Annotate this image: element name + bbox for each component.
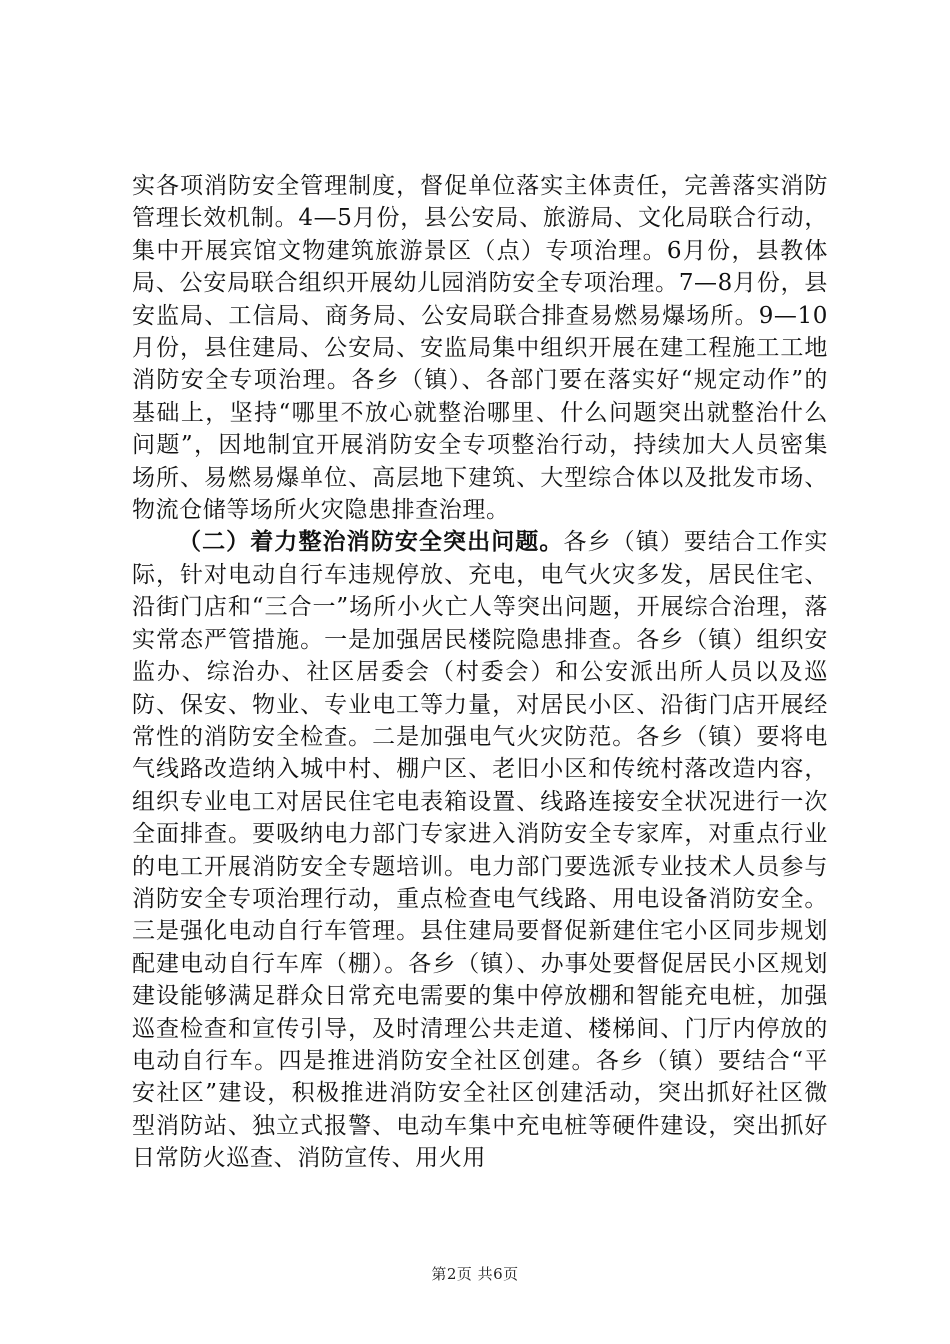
- paragraph-1: [132, 170, 828, 526]
- paragraph-1-text: 实各项消防安全管理制度，督促单位落实主体责任，完善落实消防管理长效机制。4—5月份，县公安局、旅游局、文化局联合行动，集中开展宾馆文物建筑旅游景区（点）专项治理。6月份，县教体局、公安局联合组织开展幼儿园消防安全专项治理。7—8月份，县安监局、工信局、商务局、公安局联合排查易燃易爆场所。9—10月份，县住建局、公安局、安监局集中组织开展在建工程施工工地消防安全专项治理。各乡（镇）、各部门要在落实好“规定动作”的基础上，坚持“哪里不放心就整治哪里、什么问题突出就整治什么问题”，因地制宜开展消防安全专项整治行动，持续加大人员密集场所、易燃易爆单位、高层地下建筑、大型综合体以及批发市场、物流仓储等场所火灾隐患排查治理。: [132, 173, 828, 524]
- section-heading-2: （二）着力整治消防安全突出问题。: [178, 528, 564, 556]
- paragraph-2-text: 各乡（镇）要结合工作实际，针对电动自行车违规停放、充电，电气火灾多发，居民住宅、沿街门店和“三合一”场所小火亡人等突出问题，开展综合治理，落实常态严管措施。一是加强居民楼院隐患排查。各乡（镇）组织安监办、综治办、社区居委会（村委会）和公安派出所人员以及巡防、保安、物业、专业电工等力量，对居民小区、沿街门店开展经常性的消防安全检查。二是加强电气火灾防范。各乡（镇）要将电气线路改造纳入城中村、棚户区、老旧小区和传统村落改造内容，组织专业电工对居民住宅电表箱设置、线路连接安全状况进行一次全面排查。要吸纳电力部门专家进入消防安全专家库，对重点行业的电工开展消防安全专题培训。电力部门要选派专业技术人员参与消防安全专项治理行动，重点检查电气线路、用电设备消防安全。三是强化电动自行车管理。县住建局要督促新建住宅小区同步规划配建电动自行车库（棚）。各乡（镇）、办事处要督促居民小区规划建设能够满足群众日常充电需要的集中停放棚和智能充电桩，加强巡查检查和宣传引导，及时清理公共走道、楼梯间、门厅内停放的电动自行车。四是推进消防安全社区创建。各乡（镇）要结合“平安社区”建设，积极推进消防安全社区创建活动，突出抓好社区微型消防站、独立式报警、电动车集中充电桩等硬件建设，突出抓好日常防火巡查、消防宣传、用火用: [132, 529, 828, 1172]
- paragraph-2: [132, 526, 828, 1174]
- document-body: [132, 170, 828, 1175]
- page-footer: 第2页 共6页: [431, 1265, 519, 1283]
